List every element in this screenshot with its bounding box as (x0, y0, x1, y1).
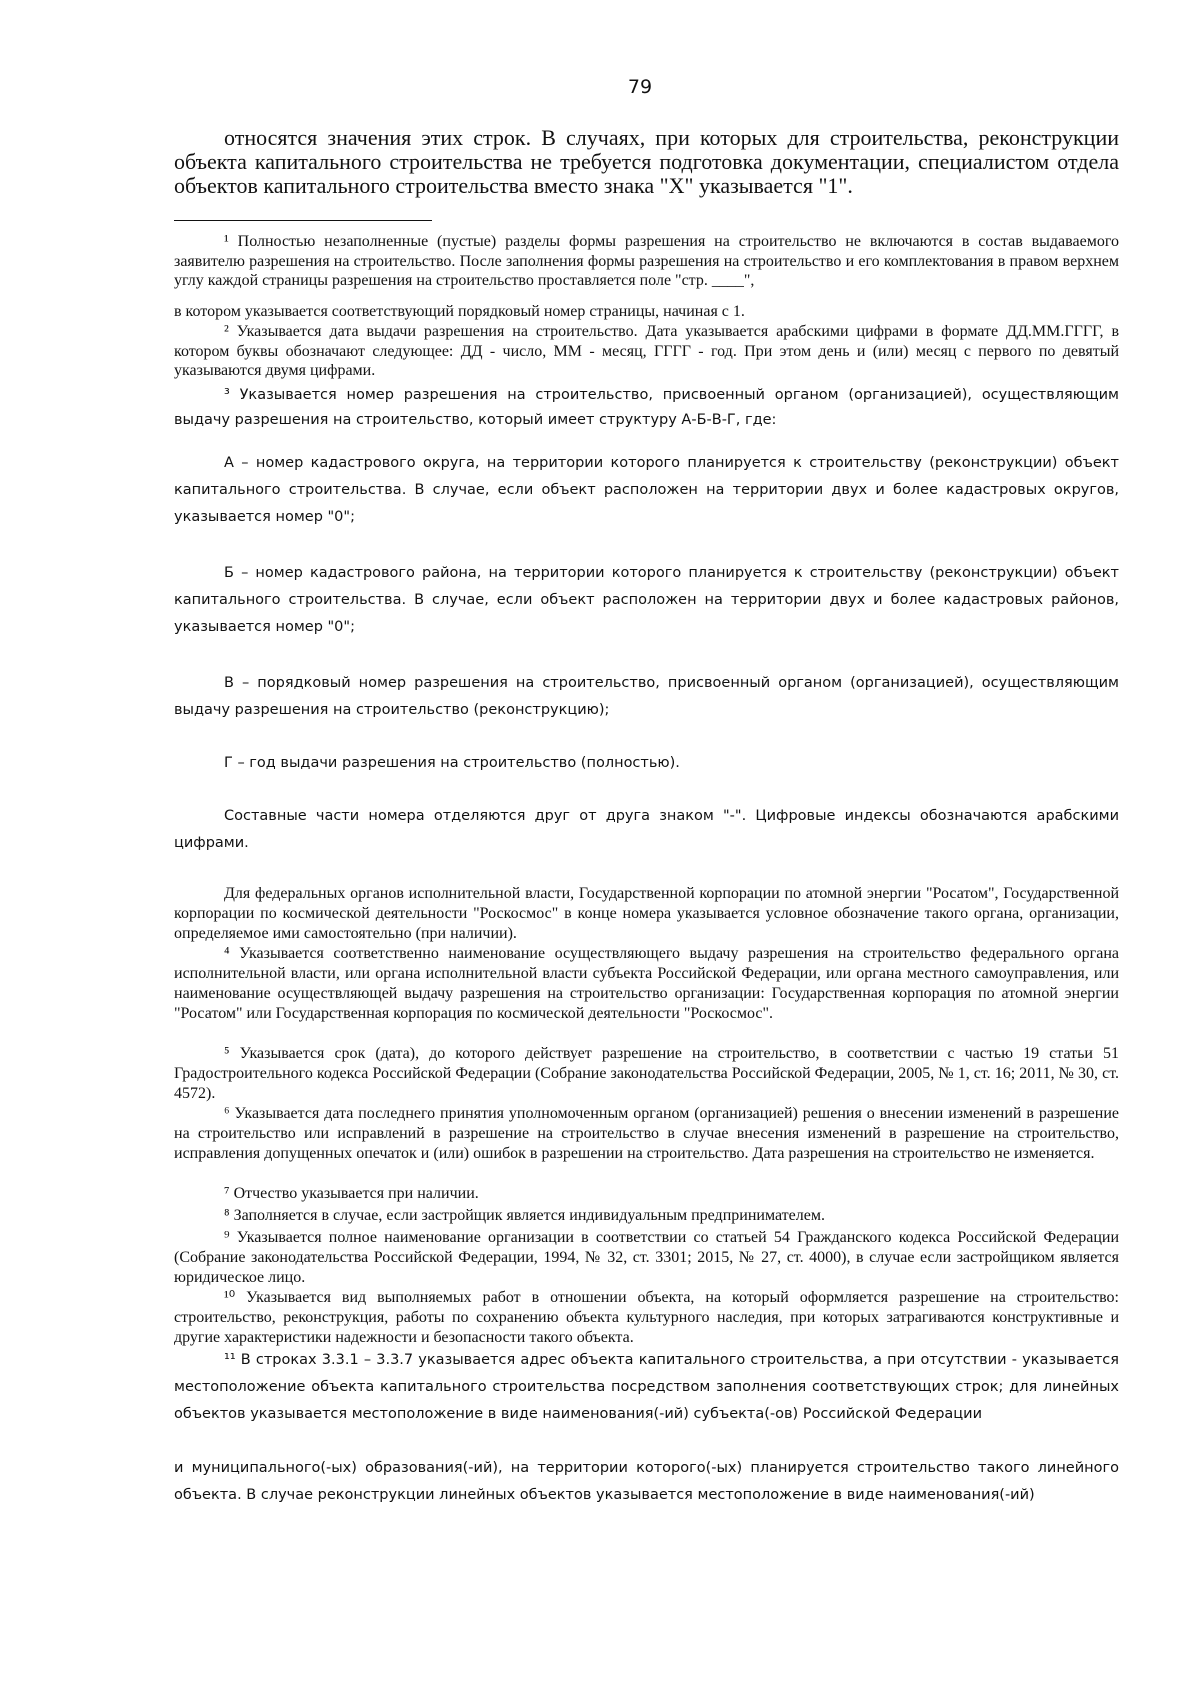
footnote-11-continuation: и муниципального(-ых) образования(-ий), на территории которого(-ых) планируется строительство такого линейного объекта. В случае реконструкции линейных объектов указывается местоположение в виде наименования(-ий) (174, 1460, 1119, 1503)
number-part-b: Б – номер кадастрового района, на территории которого планируется к строительству (реконструкции) объект капитального строительства. В случае, если объект расположен на территории двух и более кадастровых районов, указывается номер "0"; (174, 565, 1119, 635)
number-part-a: А – номер кадастрового округа, на территории которого планируется к строительству (реконструкции) объект капитального строительства. В случае, если объект расположен на территории двух и более кадастровых округов, указывается номер "0"; (174, 455, 1119, 525)
federal-bodies-note: Для федеральных органов исполнительной власти, Государственной корпорации по атомной энергии "Росатом", Государственной корпорации по космической деятельности "Роскосмос" в конце номера указывается условное обозначение такого органа, организации, определяемое ими самостоятельно (при наличии). (174, 885, 1119, 942)
footnote-8: ⁸ Заполняется в случае, если застройщик является индивидуальным предпринимателем. (224, 1207, 825, 1224)
number-part-v: В – порядковый номер разрешения на строительство, присвоенный органом (организацией), осуществляющим выдачу разрешения на строительство (реконструкцию); (174, 675, 1119, 718)
footnote-2: ² Указывается дата выдачи разрешения на строительство. Дата указывается арабскими цифрами в формате ДД.ММ.ГГГГ, в котором буквы обозначают следующее: ДД - число, ММ - месяц, ГГГГ - год. При этом день и (или) месяц с первого по девятый указываются двумя цифрами. (174, 323, 1119, 379)
footnote-9: ⁹ Указывается полное наименование организации в соответствии со статьей 54 Гражданского кодекса Российской Федерации (Собрание законодательства Российской Федерации, 1994, № 32, ст. 3301; 2015, № 27, ст. 4000), в случае если застройщиком является юридическое лицо. (174, 1229, 1119, 1286)
number-separator-note: Составные части номера отделяются друг от друга знаком "-". Цифровые индексы обозначаются арабскими цифрами. (174, 808, 1119, 851)
footnote-1-continuation: в котором указывается соответствующий порядковый номер страницы, начиная с 1. (174, 303, 745, 320)
number-part-g: Г – год выдачи разрешения на строительство (полностью). (224, 755, 680, 771)
footnote-10: ¹⁰ Указывается вид выполняемых работ в отношении объекта, на который оформляется разрешение на строительство: строительство, реконструкция, работы по сохранению объекта культурного наследия, при которых затрагиваются конструктивные и другие характеристики надежности и безопасности такого объекта. (174, 1289, 1119, 1346)
main-paragraph: относятся значения этих строк. В случаях, при которых для строительства, реконструкции объекта капитального строительства не требуется подготовка документации, специалистом отдела объектов капитального строительства вместо знака "X" указывается "1". (174, 125, 1119, 198)
footnote-11: ¹¹ В строках 3.3.1 – 3.3.7 указывается адрес объекта капитального строительства, а при отсутствии - указывается местоположение объекта капитального строительства посредством заполнения соответствующих строк; для линейных объектов указывается местоположение в виде наименования(-ий) субъекта(-ов) Российской Федерации (174, 1352, 1119, 1422)
footnote-4: ⁴ Указывается соответственно наименование осуществляющего выдачу разрешения на строительство федерального органа исполнительной власти, или органа исполнительной власти субъекта Российской Федерации, или органа местного самоуправления, или наименование осуществляющей выдачу разрешения на строительство организации: Государственная корпорация по атомной энергии "Росатом" или Государственная корпорация по космической деятельности "Роскосмос". (174, 945, 1119, 1022)
footnote-3: ³ Указывается номер разрешения на строительство, присвоенный органом (организацией), осуществляющим выдачу разрешения на строительство, который имеет структуру А-Б-В-Г, где: (174, 387, 1119, 428)
footnote-6: ⁶ Указывается дата последнего принятия уполномоченным органом (организацией) решения о внесении изменений в разрешение на строительство или исправлений в разрешение на строительство в случае внесения изменений в разрешение на строительство, исправления допущенных опечаток и (или) ошибок в разрешении на строительство. Дата разрешения на строительство не изменяется. (174, 1105, 1119, 1162)
footnote-1: ¹ Полностью незаполненные (пустые) разделы формы разрешения на строительство не включаются в состав выдаваемого заявителю разрешения на строительство. После заполнения формы разрешения на строительство и его комплектования в правом верхнем углу каждой страницы разрешения на строительство проставляется поле "стр. ____", (174, 233, 1119, 289)
footnote-7: ⁷ Отчество указывается при наличии. (224, 1185, 479, 1202)
page-number: 79 (627, 76, 653, 98)
footnote-separator (174, 220, 432, 221)
footnote-5: ⁵ Указывается срок (дата), до которого действует разрешение на строительство, в соответствии с частью 19 статьи 51 Градостроительного кодекса Российской Федерации (Собрание законодательства Российской Федерации, 2005, № 1, ст. 16; 2011, № 30, ст. 4572). (174, 1045, 1119, 1102)
